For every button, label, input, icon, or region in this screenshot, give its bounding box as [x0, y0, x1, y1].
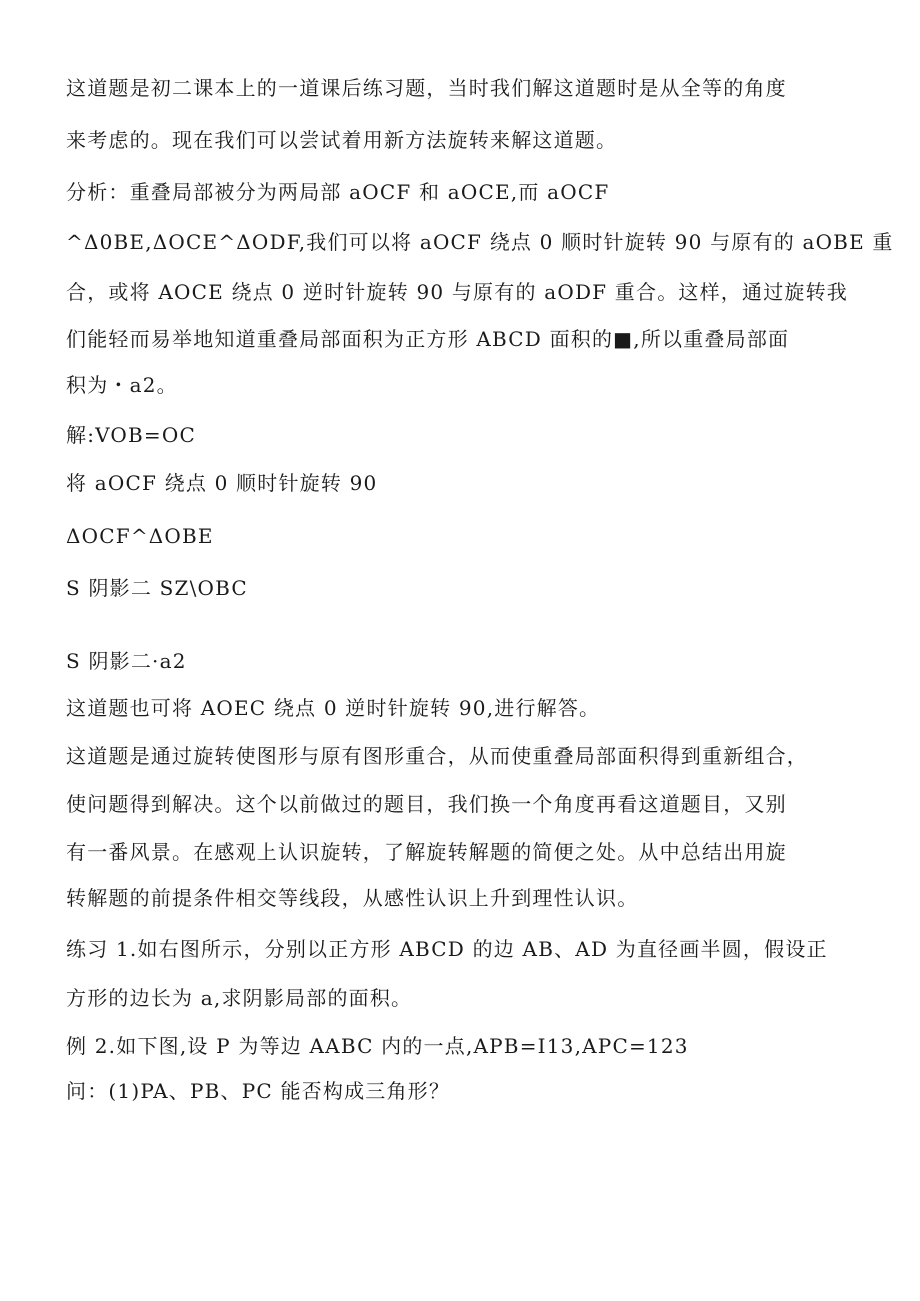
analysis-line3: 合，或将 AOCE 绕点 0 逆时针旋转 90 与原有的 aODF 重合。这样，通过旋转我 — [66, 280, 849, 304]
solution-line1: 解:VOB=OC — [66, 423, 196, 447]
summary-line4: 转解题的前提条件相交等线段，从感性认识上升到理性认识。 — [66, 886, 639, 910]
analysis-line2: ^Δ0BE,ΔOCE^ΔODF,我们可以将 aOCF 绕点 0 顺时针旋转 90 与原有的 aOBE 重 — [66, 230, 894, 254]
solution-line4: S 阴影二 SZ\OBC — [66, 576, 248, 600]
summary-line3: 有一番风景。在感观上认识旋转，了解旋转解题的简便之处。从中总结出用旋 — [66, 840, 787, 864]
solution-line2: 将 aOCF 绕点 0 顺时针旋转 90 — [66, 471, 378, 495]
exercise1-line2: 方形的边长为 a,求阴影局部的面积。 — [66, 986, 413, 1010]
analysis-line1: 分析：重叠局部被分为两局部 aOCF 和 aOCE,而 aOCF — [66, 180, 610, 204]
analysis-line5: 积为・a2。 — [66, 373, 178, 397]
paragraph1-line1: 这道题是初二课本上的一道课后练习题，当时我们解这道题时是从全等的角度 — [66, 76, 787, 100]
alternative-method: 这道题也可将 AOEC 绕点 0 逆时针旋转 90,进行解答。 — [66, 696, 601, 720]
example2-statement: 例 2.如下图,设 P 为等边 AABC 内的一点,APB=I13,APC=123 — [66, 1034, 689, 1058]
exercise1-line1: 练习 1.如右图所示，分别以正方形 ABCD 的边 AB、AD 为直径画半圆，假设正 — [66, 937, 828, 961]
question1: 问：(1)PA、PB、PC 能否构成三角形？ — [66, 1079, 451, 1103]
paragraph1-line2: 来考虑的。现在我们可以尝试着用新方法旋转来解这道题。 — [66, 128, 618, 152]
solution-line5: S 阴影二·a2 — [66, 649, 187, 673]
analysis-line4: 们能轻而易举地知道重叠局部面积为正方形 ABCD 面积的■,所以重叠局部面 — [66, 327, 790, 351]
summary-line2: 使问题得到解决。这个以前做过的题目，我们换一个角度再看这道题目，又别 — [66, 792, 787, 816]
solution-line3: ΔOCF^ΔOBE — [66, 524, 214, 548]
summary-line1: 这道题是通过旋转使图形与原有图形重合，从而使重叠局部面积得到重新组合， — [66, 744, 808, 768]
